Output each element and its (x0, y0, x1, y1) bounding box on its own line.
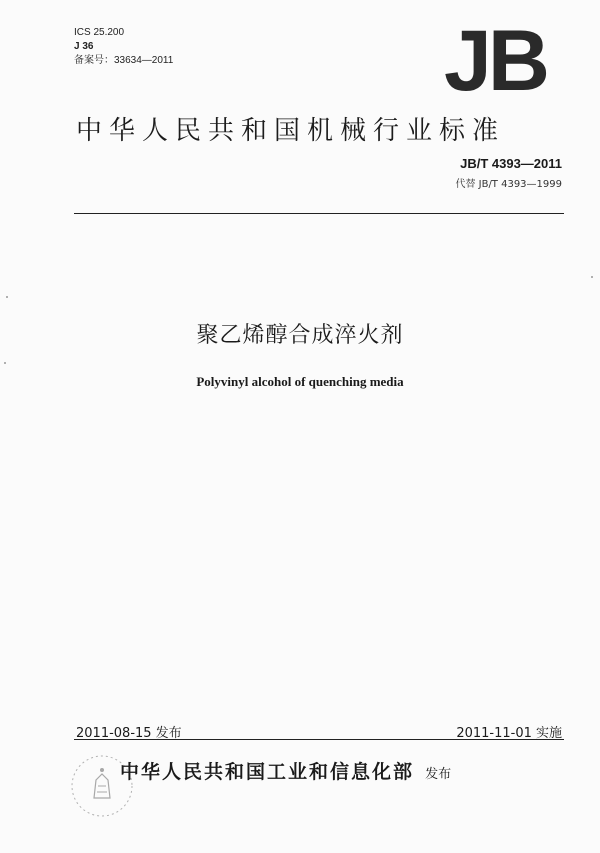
document-title-english: Polyvinyl alcohol of quenching media (196, 374, 404, 389)
bottom-divider (74, 739, 564, 740)
industry-standard-title: 中华人民共和国机械行业标准 (76, 116, 506, 146)
ics-code: ICS 25.200 (74, 27, 125, 38)
scan-speck (6, 296, 8, 298)
publisher-verb: 发布 (425, 767, 452, 782)
replaced-standard: 代替 JB/T 4393—1999 (455, 179, 562, 190)
document-title-chinese: 聚乙烯醇合成淬火剂 (196, 323, 404, 348)
publisher-line (120, 757, 560, 784)
scan-speck (591, 276, 593, 278)
implementation-date: 2011-11-01 实施 (456, 726, 562, 741)
classification-block (74, 26, 173, 68)
publisher-organization: 中华人民共和国工业和信息化部 (120, 761, 415, 783)
scan-speck (4, 362, 6, 364)
standard-number: JB/T 4393—2011 (460, 156, 562, 171)
ccs-code: J 36 (74, 41, 94, 52)
issue-date: 2011-08-15 发布 (76, 726, 182, 741)
jb-logo-text: JB (444, 20, 546, 100)
top-divider (74, 213, 564, 214)
jb-logo (428, 20, 562, 100)
filing-number: 备案号：33634—2011 (74, 55, 174, 66)
